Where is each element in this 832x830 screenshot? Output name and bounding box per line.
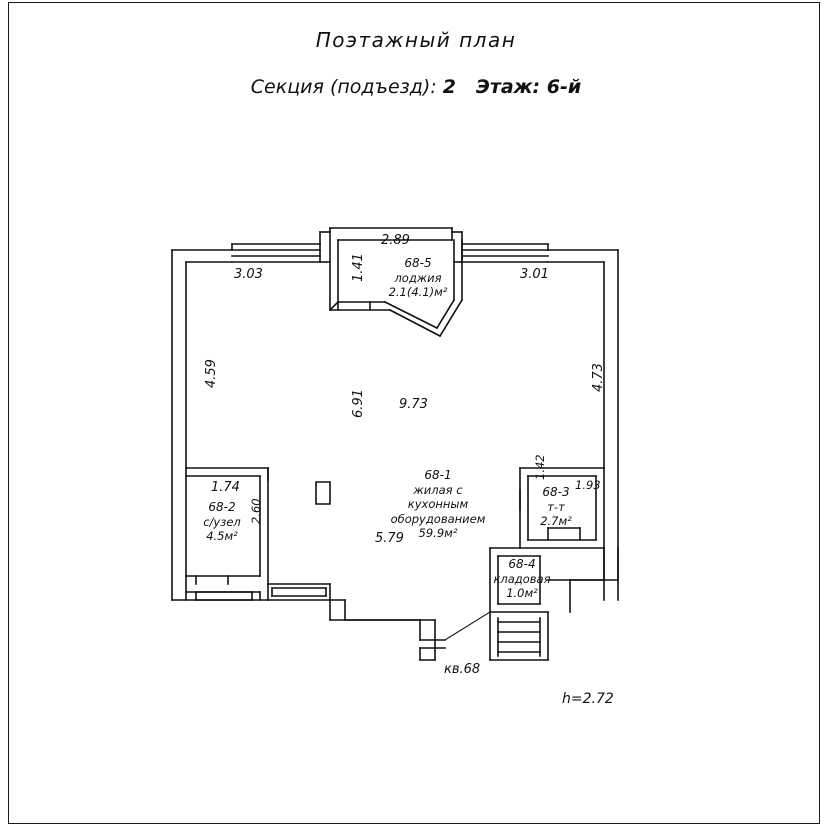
room-area-68-4: 1.0м² [506, 586, 538, 601]
room-label-68-5 [366, 256, 470, 300]
dimension-main-bottom: 5.79 [375, 531, 404, 546]
room-id-68-3: 68-3 [542, 485, 570, 499]
room-label-68-4 [484, 557, 560, 601]
room-name-68-1-line2: кухонным [407, 497, 469, 512]
dimension-top-right-wall: 3.01 [520, 267, 549, 282]
dimension-right-wall: 4.73 [591, 363, 606, 392]
room-area-68-3: 2.7м² [540, 514, 572, 529]
room-label-68-2 [188, 500, 256, 544]
dimension-bath-depth: 2.60 [249, 498, 263, 524]
room-name-68-5: лоджия [394, 271, 442, 285]
room-name-68-4: кладовая [493, 572, 551, 586]
room-id-68-5: 68-5 [404, 256, 432, 270]
room-label-68-3 [526, 485, 586, 529]
floor-value: 6-й [546, 76, 582, 98]
dimension-loggia-left: 1.41 [351, 253, 366, 282]
dimension-main-width: 9.73 [399, 397, 428, 412]
room-id-68-1: 68-1 [424, 468, 452, 482]
section-value: 2 [442, 76, 457, 98]
dimension-bath-width: 1.74 [211, 480, 240, 495]
room-id-68-4: 68-4 [508, 557, 536, 571]
room-name-68-3: т-т [547, 500, 565, 514]
apartment-number-label: кв.68 [444, 662, 481, 677]
dimension-top-left-wall: 3.03 [234, 267, 263, 282]
ceiling-height-note: h=2.72 [562, 691, 614, 707]
dimension-wc-depth: 1.42 [533, 454, 547, 480]
room-label-68-1 [376, 468, 500, 541]
room-area-68-5: 2.1(4.1)м² [388, 285, 448, 300]
room-name-68-1-line1: жилая с [413, 483, 463, 497]
page-title: Поэтажный план [315, 28, 517, 52]
section-label: Секция (подъезд): [250, 76, 443, 98]
room-id-68-2: 68-2 [208, 500, 236, 514]
room-area-68-2: 4.5м² [206, 529, 238, 544]
dimension-left-wall: 4.59 [204, 359, 219, 388]
dimension-main-depth: 6.91 [351, 389, 366, 418]
room-name-68-2: с/узел [203, 515, 241, 529]
room-name-68-1-line3: оборудованием [390, 511, 486, 526]
dimension-loggia-top: 2.89 [381, 233, 410, 248]
dimension-wc-width: 1.93 [575, 478, 601, 492]
floor-label: Этаж: [475, 76, 547, 98]
room-area-68-1: 59.9м² [418, 526, 458, 541]
